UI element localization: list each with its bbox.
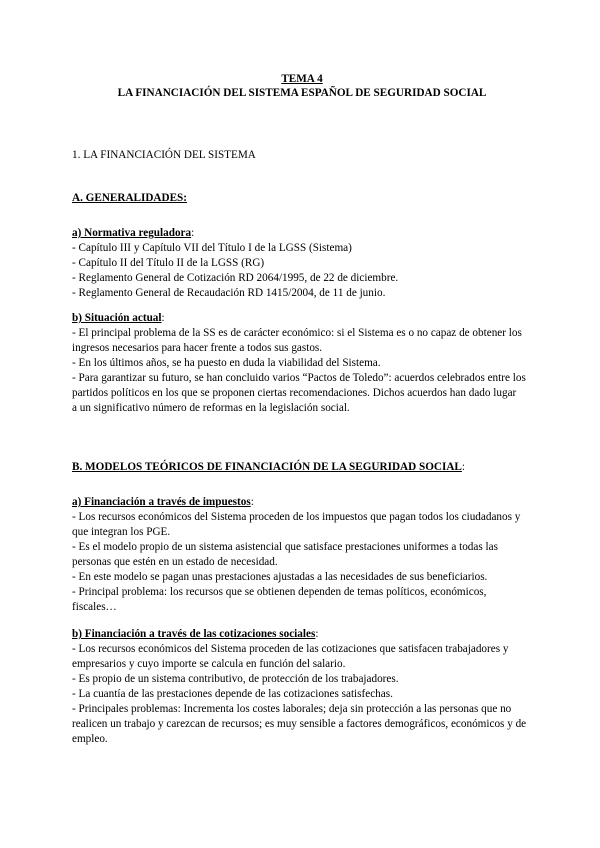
section-b-heading xyxy=(72,460,532,475)
normativa-item: - Capítulo III y Capítulo VII del Título I de la LGSS (Sistema) xyxy=(72,242,352,254)
situacion-label: b) Situación actual xyxy=(72,312,162,324)
cotizaciones-line: - Es propio de un sistema contributivo, de protección de los trabajadores. xyxy=(72,673,399,685)
situacion-line: a un significativo número de reformas en la legislación social. xyxy=(72,402,350,414)
impuestos-line: - Principal problema: los recursos que se obtienen dependen de temas políticos, económicos, xyxy=(72,586,487,598)
title-line-2: LA FINANCIACIÓN DEL SISTEMA ESPAÑOL DE SEGURIDAD SOCIAL xyxy=(117,87,487,99)
cotizaciones-label: b) Financiación a través de las cotizaciones sociales xyxy=(72,628,316,640)
impuestos-line: que integran los PGE. xyxy=(72,526,171,538)
document-title xyxy=(72,72,532,100)
section-a-heading xyxy=(72,191,532,206)
normativa-suffix: : xyxy=(191,227,195,239)
section-b-title: B. MODELOS TEÓRICOS DE FINANCIACIÓN DE LA SEGURIDAD SOCIAL xyxy=(72,461,462,473)
cotizaciones-suffix: : xyxy=(315,628,319,640)
cotizaciones-line: empleo. xyxy=(72,733,108,745)
normativa-item: - Reglamento General de Cotización RD 2064/1995, de 22 de diciembre. xyxy=(72,272,399,284)
situacion-line: - Para garantizar su futuro, se han concluido varios “Pactos de Toledo”: acuerdos celebrados entre los xyxy=(72,372,526,384)
cotizaciones-line: - La cuantía de las prestaciones depende de las cotizaciones satisfechas. xyxy=(72,688,393,700)
section-a-title: A. GENERALIDADES: xyxy=(72,192,187,204)
situacion-line: ingresos necesarios para hacer frente a todos sus gastos. xyxy=(72,342,323,354)
impuestos-suffix: : xyxy=(250,496,254,508)
impuestos-heading xyxy=(72,495,532,510)
cotizaciones-line: - Los recursos económicos del Sistema proceden de las cotizaciones que satisfacen trabajadores y xyxy=(72,643,509,655)
situacion-suffix: : xyxy=(161,312,165,324)
impuestos-line: personas que estén en un estado de necesidad. xyxy=(72,556,278,568)
cotizaciones-block xyxy=(72,627,532,747)
section-1-heading: 1. LA FINANCIACIÓN DEL SISTEMA xyxy=(72,149,256,161)
situacion-block xyxy=(72,311,532,416)
normativa-heading xyxy=(72,226,532,241)
impuestos-line: - Es el modelo propio de un sistema asistencial que satisface prestaciones uniformes a todas las xyxy=(72,541,498,553)
cotizaciones-line: empresarios y cuyo importe se calcula en función del salario. xyxy=(72,658,346,670)
normativa-block xyxy=(72,226,532,301)
impuestos-line: fiscales… xyxy=(72,601,117,613)
situacion-heading xyxy=(72,311,532,326)
situacion-line: - En los últimos años, se ha puesto en duda la viabilidad del Sistema. xyxy=(72,357,381,369)
document-page xyxy=(72,72,532,747)
cotizaciones-heading xyxy=(72,627,532,642)
cotizaciones-line: - Principales problemas: Incrementa los costes laborales; deja sin protección a las personas que no xyxy=(72,703,512,715)
normativa-item: - Capítulo II del Título II de la LGSS (RG) xyxy=(72,257,265,269)
title-line-1: TEMA 4 xyxy=(281,73,323,85)
situacion-line: - El principal problema de la SS es de carácter económico: si el Sistema es o no capaz de obtener los xyxy=(72,327,522,339)
impuestos-line: - Los recursos económicos del Sistema proceden de los impuestos que pagan todos los ciudadanos y xyxy=(72,511,521,523)
impuestos-block xyxy=(72,495,532,615)
situacion-line: partidos políticos en los que se proponen ciertas recomendaciones. Dichos acuerdos han dado lugar xyxy=(72,387,517,399)
cotizaciones-line: realicen un trabajo y carezcan de recursos; es muy sensible a factores demográficos, económicos y de xyxy=(72,718,527,730)
impuestos-line: - En este modelo se pagan unas prestaciones ajustadas a las necesidades de sus beneficiarios. xyxy=(72,571,488,583)
section-b-suffix: : xyxy=(461,461,465,473)
normativa-label: a) Normativa reguladora xyxy=(72,227,192,239)
normativa-item: - Reglamento General de Recaudación RD 1415/2004, de 11 de junio. xyxy=(72,287,386,299)
impuestos-label: a) Financiación a través de impuestos xyxy=(72,496,251,508)
